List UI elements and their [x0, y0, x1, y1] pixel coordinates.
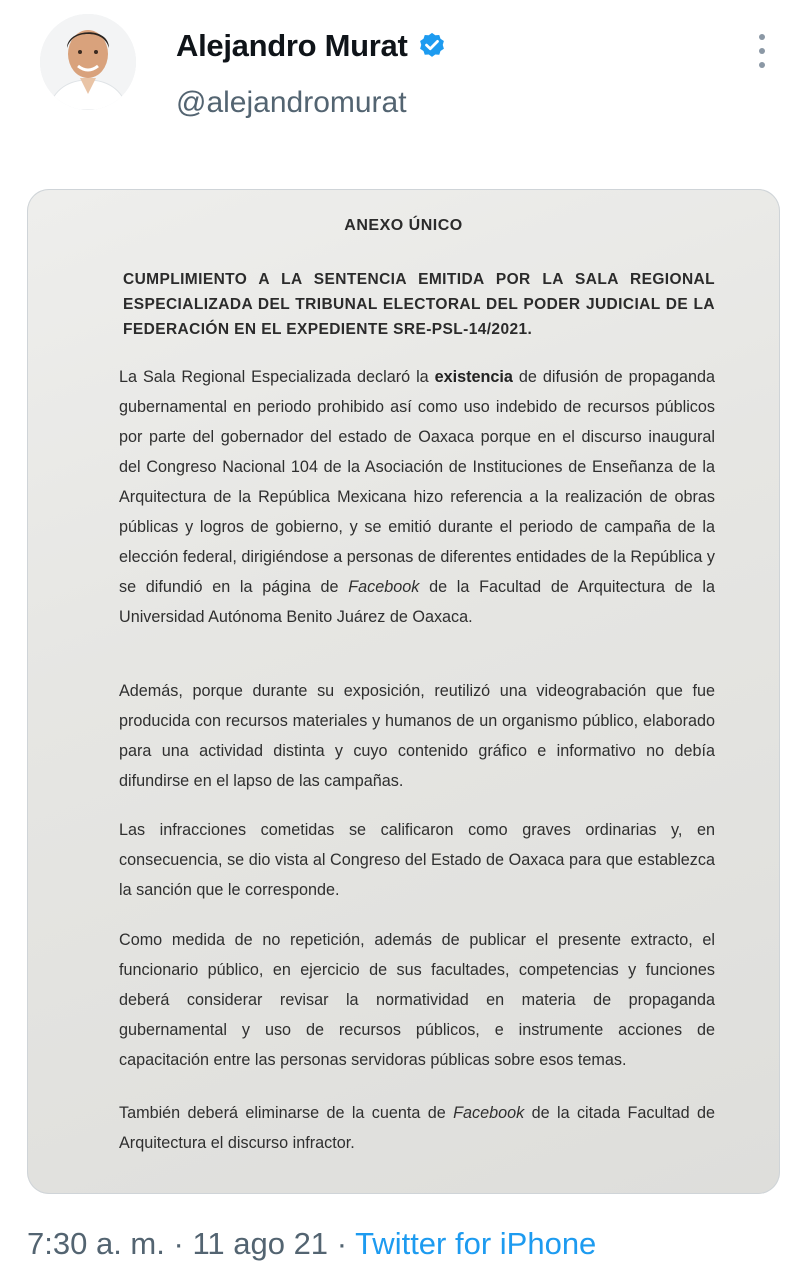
author-handle[interactable]: @alejandromurat — [176, 86, 407, 119]
document-paragraph-4: Como medida de no repetición, además de publicar el presente extracto, el funcionario público, en ejercicio de sus facultades, competencias y funciones deberá considerar revisar la normatividad en materia de propaganda gubernamental y uso de recursos públicos, e instrumente acciones de capacitación entre las personas servidoras públicas sobre esos temas. — [119, 931, 715, 1069]
p1-text-e: de la Facultad de Arquitectura de la Universidad Autónoma Benito Juárez de Oaxaca. — [119, 578, 715, 626]
p5-text-c: de la citada Facultad de Arquitectura el discurso infractor. — [119, 1104, 715, 1152]
more-vertical-icon[interactable] — [752, 34, 772, 68]
p1-text-italic: Facebook — [348, 578, 420, 596]
p5-text-italic: Facebook — [453, 1104, 525, 1122]
author-name[interactable]: Alejandro Murat — [176, 28, 408, 63]
meta-separator: · — [173, 1226, 184, 1261]
author-row — [176, 28, 447, 64]
document-paragraph-5 — [119, 1098, 715, 1158]
document-paragraph-3: Las infracciones cometidas se calificaron como graves ordinarias y, en consecuencia, se dio vista al Congreso del Estado de Oaxaca para que establezca la sanción que le corresponde. — [119, 821, 715, 899]
p1-text-bold: existencia — [434, 368, 513, 386]
avatar[interactable] — [40, 14, 136, 110]
verified-badge-icon — [417, 31, 447, 61]
meta-separator-2: · — [336, 1226, 348, 1261]
tweet-date[interactable]: 11 ago 21 — [192, 1226, 329, 1261]
tweet-source-link[interactable]: Twitter for iPhone — [355, 1226, 597, 1261]
p5-text-a: También deberá eliminarse de la cuenta de — [119, 1104, 454, 1122]
p1-text-c: de difusión de propaganda gubernamental en periodo prohibido así como uso indebido de recursos públicos por parte del gobernador del estado de Oaxaca porque en el discurso inaugural del Congreso Nacional 104 de la Asociación de Instituciones de Enseñanza de la Arquitectura de la República Mexicana hizo referencia a la realización de obras públicas y logros de gobierno, y se emitió durante el periodo de campaña de la elección federal, dirigiéndose a personas de diferentes entidades de la República y se difundió en la página de — [119, 368, 715, 596]
document-subtitle: CUMPLIMIENTO A LA SENTENCIA EMITIDA POR LA SALA REGIONAL ESPECIALIZADA DEL TRIBUNAL ELECTORAL DEL PODER JUDICIAL DE LA FEDERACIÓN EN EL EXPEDIENTE SRE-PSL-14/2021. — [123, 271, 715, 338]
more-dot — [759, 34, 765, 40]
tweet-header — [0, 0, 807, 160]
tweet-media-image[interactable] — [27, 189, 780, 1194]
tweet-time[interactable]: 7:30 a. m. — [27, 1226, 165, 1261]
document-page — [27, 189, 780, 1194]
more-dot — [759, 48, 765, 54]
document-title: ANEXO ÚNICO — [344, 217, 463, 234]
p1-text-a: La Sala Regional Especializada declaró la — [119, 368, 435, 386]
tweet-meta — [27, 1226, 596, 1262]
document-paragraph-2: Además, porque durante su exposición, reutilizó una videograbación que fue producida con recursos materiales y humanos de un organismo público, elaborado para una actividad distinta y cuyo contenido gráfico e informativo no debía difundirse en el lapso de las campañas. — [119, 682, 715, 790]
document-paragraph-1 — [119, 362, 715, 632]
more-dot — [759, 62, 765, 68]
